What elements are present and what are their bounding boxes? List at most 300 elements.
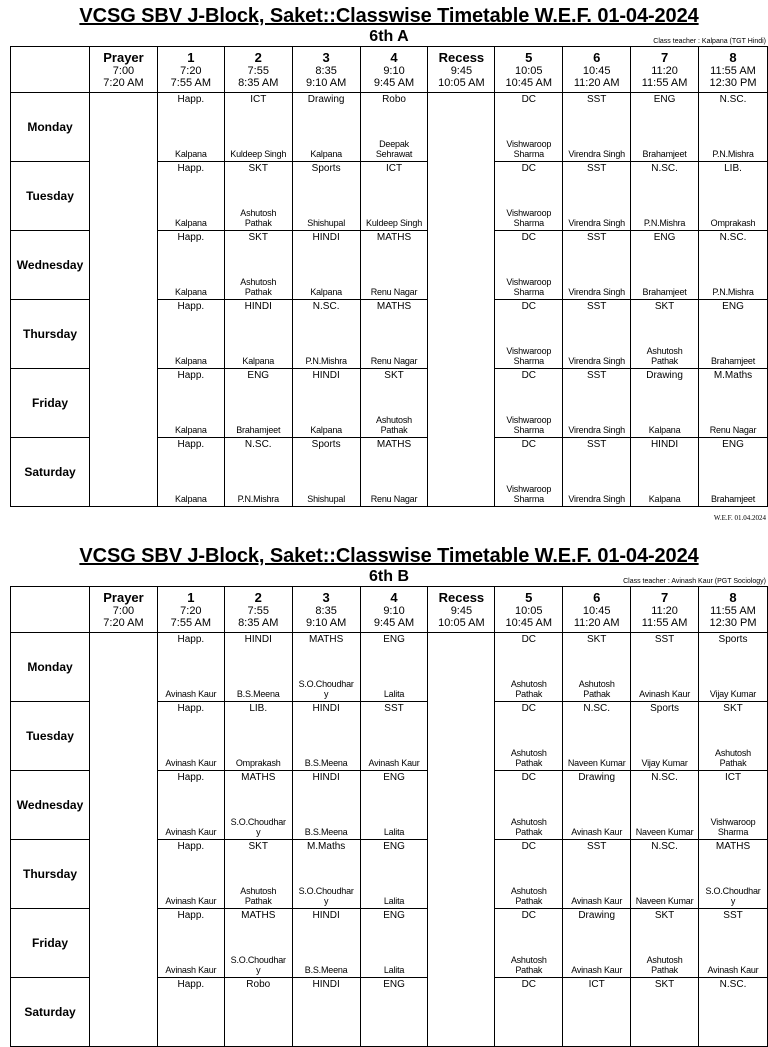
teacher: Vijay Kumar xyxy=(641,758,688,768)
cell-content xyxy=(158,162,224,230)
cell-content xyxy=(361,840,428,908)
teacher: Ashutosh Pathak xyxy=(646,955,683,975)
teacher: S.O.Choudhar y xyxy=(230,817,286,837)
cell-content xyxy=(293,300,360,368)
period-label: 8 xyxy=(729,49,737,65)
subject: Sports xyxy=(311,439,341,450)
period-end: 11:55 AM xyxy=(641,616,688,629)
teacher: Lalita xyxy=(383,689,405,699)
period-start: 7:20 xyxy=(180,64,202,77)
cell-content xyxy=(699,369,767,437)
period-header xyxy=(495,587,563,633)
period-start: 11:55 AM xyxy=(710,604,756,617)
subject: HINDI xyxy=(312,370,340,381)
period-cell xyxy=(157,438,224,507)
period-header xyxy=(563,587,631,633)
teacher: Kalpana xyxy=(242,356,275,366)
cell-content xyxy=(293,978,360,1046)
day-name: Tuesday xyxy=(11,702,90,771)
period-header xyxy=(90,47,158,93)
day-name: Monday xyxy=(11,633,90,702)
cell-content xyxy=(699,300,767,368)
period-start: 7:20 xyxy=(180,604,202,617)
period-cell xyxy=(563,231,631,300)
period-cell xyxy=(224,369,292,438)
period-cell xyxy=(292,93,360,162)
cell-content xyxy=(158,438,224,506)
teacher: Renu Nagar xyxy=(370,356,418,366)
period-cell xyxy=(699,909,768,978)
teacher: Virendra Singh xyxy=(568,287,625,297)
teacher: Shishupal xyxy=(307,218,345,228)
subject: ICT xyxy=(385,163,403,174)
cell-content xyxy=(631,771,698,839)
teacher: Ashutosh Pathak xyxy=(376,415,412,435)
subject: Happ. xyxy=(177,772,205,783)
period-cell xyxy=(495,978,563,1047)
cell-content xyxy=(563,369,630,437)
cell-content xyxy=(563,909,630,977)
teacher: Kalpana xyxy=(175,287,207,297)
period-end: 10:45 AM xyxy=(505,616,553,629)
subject: SKT xyxy=(248,841,268,852)
cell-content xyxy=(699,840,767,908)
subject: SST xyxy=(586,841,607,852)
period-start: 10:05 xyxy=(515,64,543,77)
period-header xyxy=(631,47,699,93)
teacher: Ashutosh Pathak xyxy=(240,277,277,297)
teacher: Lalita xyxy=(383,827,405,837)
period-cell xyxy=(157,909,224,978)
teacher: Renu Nagar xyxy=(370,494,418,504)
period-cell xyxy=(292,702,360,771)
teacher: Lalita xyxy=(383,896,405,906)
period-cell xyxy=(495,231,563,300)
cell-content xyxy=(225,231,292,299)
cell-content xyxy=(293,438,360,506)
cell-content xyxy=(563,300,630,368)
period-cell xyxy=(563,438,631,507)
subject: N.SC. xyxy=(719,232,747,243)
teacher: P.N.Mishra xyxy=(712,287,754,297)
day-name: Wednesday xyxy=(11,231,90,300)
period-cell xyxy=(360,231,428,300)
subject: MATHS xyxy=(376,439,412,450)
cell-content xyxy=(293,840,360,908)
teacher: Vijay Kumar xyxy=(709,689,757,699)
teacher: P.N.Mishra xyxy=(305,356,347,366)
cell-content xyxy=(225,93,292,161)
period-cell xyxy=(224,438,292,507)
subject: SST xyxy=(586,232,607,243)
page-title: VCSG SBV J-Block, Saket::Classwise Timetable W.E.F. 01-04-2024 xyxy=(79,545,699,567)
period-header xyxy=(224,587,292,633)
period-cell xyxy=(495,771,563,840)
period-header xyxy=(699,47,768,93)
subject: N.SC. xyxy=(651,841,678,852)
subject: ENG xyxy=(653,94,676,105)
subject: HINDI xyxy=(312,772,340,783)
cell-content xyxy=(361,909,428,977)
teacher: Virendra Singh xyxy=(568,425,625,435)
period-cell xyxy=(360,840,428,909)
teacher: Vishwaroop Sharma xyxy=(506,346,552,366)
period-cell xyxy=(292,633,360,702)
subject: MATHS xyxy=(241,910,276,921)
subject: SKT xyxy=(654,301,675,312)
period-cell xyxy=(699,438,768,507)
class-teacher: Class teacher : Kalpana (TGT Hindi) xyxy=(653,38,766,45)
period-start: 7:00 xyxy=(112,64,135,77)
subject: DC xyxy=(521,841,537,852)
period-cell xyxy=(631,909,699,978)
subject: SKT xyxy=(586,634,607,645)
cell-content xyxy=(631,300,698,368)
teacher: Renu Nagar xyxy=(709,425,757,435)
class-teacher: Class teacher : Avinash Kaur (PGT Sociology) xyxy=(623,578,766,585)
period-label: 5 xyxy=(525,49,533,65)
period-cell xyxy=(631,231,699,300)
period-cell xyxy=(495,840,563,909)
teacher: Omprakash xyxy=(710,218,756,228)
period-start: 7:00 xyxy=(112,604,135,617)
subject: Happ. xyxy=(177,232,205,243)
period-cell xyxy=(699,840,768,909)
period-header xyxy=(495,47,563,93)
cell-content xyxy=(495,771,562,839)
period-cell xyxy=(563,300,631,369)
cell-content xyxy=(158,93,224,161)
cell-content xyxy=(699,438,767,506)
subject: N.SC. xyxy=(719,94,747,105)
period-cell xyxy=(699,633,768,702)
period-label: 1 xyxy=(187,49,195,65)
cell-content xyxy=(495,93,562,161)
teacher: Avinash Kaur xyxy=(368,758,420,768)
period-end: 7:20 AM xyxy=(103,76,144,89)
period-cell xyxy=(631,702,699,771)
subject: DC xyxy=(521,979,537,990)
prayer-column xyxy=(90,93,158,507)
cell-content xyxy=(225,369,292,437)
subject: SST xyxy=(384,703,404,714)
period-cell xyxy=(292,840,360,909)
period-label: 3 xyxy=(322,49,330,65)
cell-content xyxy=(699,771,767,839)
teacher: Vishwaroop Sharma xyxy=(710,817,756,837)
teacher: B.S.Meena xyxy=(236,689,280,699)
period-end: 8:35 AM xyxy=(238,616,279,629)
cell-content xyxy=(495,231,562,299)
subject: SST xyxy=(586,439,607,450)
period-header xyxy=(157,47,224,93)
teacher: Avinash Kaur xyxy=(571,896,623,906)
subject: N.SC. xyxy=(651,772,678,783)
prayer-column xyxy=(90,633,158,1047)
teacher: Ashutosh Pathak xyxy=(510,748,547,768)
subject: Robo xyxy=(246,979,271,990)
day-name: Thursday xyxy=(11,840,90,909)
subject: M.Maths xyxy=(713,370,753,381)
cell-content xyxy=(361,93,428,161)
subject: LIB. xyxy=(724,163,742,174)
cell-content xyxy=(361,300,428,368)
teacher: Naveen Kumar xyxy=(635,827,694,837)
period-cell xyxy=(292,438,360,507)
period-end: 12:30 PM xyxy=(709,616,757,629)
subject: N.SC. xyxy=(312,301,340,312)
subject: Drawing xyxy=(578,910,616,921)
cell-content xyxy=(361,438,428,506)
cell-content xyxy=(225,438,292,506)
period-header xyxy=(360,587,428,633)
period-cell xyxy=(495,909,563,978)
period-label: Prayer xyxy=(103,589,144,605)
subject: HINDI xyxy=(312,232,340,243)
subject: SKT xyxy=(248,232,268,243)
period-cell xyxy=(292,369,360,438)
period-cell xyxy=(563,978,631,1047)
period-cell xyxy=(157,702,224,771)
cell-content xyxy=(563,93,630,161)
teacher: P.N.Mishra xyxy=(237,494,279,504)
period-cell xyxy=(292,162,360,231)
subject: HINDI xyxy=(244,634,272,645)
period-label: 2 xyxy=(254,589,262,605)
teacher: Vishwaroop Sharma xyxy=(506,139,552,159)
period-cell xyxy=(699,978,768,1047)
period-end: 9:10 AM xyxy=(305,76,347,89)
cell-content xyxy=(361,369,428,437)
period-cell xyxy=(157,633,224,702)
period-header xyxy=(631,587,699,633)
teacher: Ashutosh Pathak xyxy=(510,955,547,975)
cell-content xyxy=(563,771,630,839)
subject: ENG xyxy=(383,979,405,990)
cell-content xyxy=(293,162,360,230)
day-name: Saturday xyxy=(11,978,90,1047)
teacher: Kalpana xyxy=(175,425,207,435)
subject: Sports xyxy=(650,703,680,714)
period-label: 3 xyxy=(322,589,330,605)
period-cell xyxy=(631,633,699,702)
period-cell xyxy=(631,840,699,909)
day-row xyxy=(11,93,768,162)
period-cell xyxy=(631,300,699,369)
period-label: Prayer xyxy=(103,49,144,65)
subject: Happ. xyxy=(177,301,205,312)
teacher: Brahamjeet xyxy=(236,425,281,435)
cell-content xyxy=(158,702,224,770)
period-start: 9:45 xyxy=(450,604,473,617)
cell-content xyxy=(563,633,630,701)
teacher: Ashutosh Pathak xyxy=(240,208,277,228)
timetable-grid xyxy=(10,46,768,507)
period-cell xyxy=(224,300,292,369)
subject: DC xyxy=(521,634,537,645)
subject: ENG xyxy=(383,634,405,645)
teacher: B.S.Meena xyxy=(304,965,348,975)
wef-note: W.E.F. 01.04.2024 xyxy=(713,514,766,522)
cell-content xyxy=(225,771,292,839)
teacher: Kuldeep Singh xyxy=(230,149,287,159)
subject: Drawing xyxy=(578,772,616,783)
period-end: 10:05 AM xyxy=(438,76,485,89)
subject: ICT xyxy=(250,94,267,105)
period-cell xyxy=(495,369,563,438)
period-cell xyxy=(563,369,631,438)
period-cell xyxy=(224,231,292,300)
period-cell xyxy=(699,162,768,231)
teacher: Virendra Singh xyxy=(568,218,625,228)
period-start: 8:35 xyxy=(315,604,337,617)
class-row xyxy=(10,568,768,586)
subject: DC xyxy=(521,232,537,243)
subject: Happ. xyxy=(177,370,205,381)
cell-content xyxy=(225,702,292,770)
teacher: Avinash Kaur xyxy=(165,827,217,837)
period-end: 11:20 AM xyxy=(573,616,620,629)
period-cell xyxy=(157,162,224,231)
subject: DC xyxy=(521,370,537,381)
period-cell xyxy=(224,771,292,840)
subject: SKT xyxy=(384,370,404,381)
period-header xyxy=(292,587,360,633)
period-start: 11:20 xyxy=(651,64,678,77)
subject: ENG xyxy=(383,841,405,852)
period-cell xyxy=(360,909,428,978)
page-title: VCSG SBV J-Block, Saket::Classwise Timetable W.E.F. 01-04-2024 xyxy=(79,5,699,27)
day-name: Wednesday xyxy=(11,771,90,840)
period-cell xyxy=(224,909,292,978)
subject: N.SC. xyxy=(583,703,611,714)
cell-content xyxy=(225,909,292,977)
subject: ENG xyxy=(247,370,270,381)
cell-content xyxy=(699,231,767,299)
header-row xyxy=(11,587,768,633)
cell-content xyxy=(699,702,767,770)
subject: DC xyxy=(521,94,537,105)
period-cell xyxy=(495,633,563,702)
subject: HINDI xyxy=(312,979,340,990)
teacher: Avinash Kaur xyxy=(165,896,217,906)
cell-content xyxy=(293,633,360,701)
cell-content xyxy=(361,162,428,230)
recess-column xyxy=(428,93,495,507)
period-cell xyxy=(563,840,631,909)
teacher: B.S.Meena xyxy=(304,827,348,837)
period-label: 4 xyxy=(390,49,398,65)
cell-content xyxy=(563,231,630,299)
teacher: Ashutosh Pathak xyxy=(510,817,547,837)
period-cell xyxy=(631,369,699,438)
cell-content xyxy=(158,369,224,437)
teacher: P.N.Mishra xyxy=(643,218,686,228)
subject: N.SC. xyxy=(719,979,747,990)
period-label: 7 xyxy=(660,589,669,605)
period-cell xyxy=(495,93,563,162)
period-end: 7:55 AM xyxy=(170,616,212,629)
teacher: Omprakash xyxy=(235,758,281,768)
corner-cell xyxy=(11,47,90,93)
subject: Drawing xyxy=(646,370,683,381)
period-cell xyxy=(292,978,360,1047)
subject: MATHS xyxy=(376,232,412,243)
cell-content xyxy=(158,909,224,977)
subject: ENG xyxy=(383,910,405,921)
subject: N.SC. xyxy=(651,163,678,174)
teacher: S.O.Choudhar y xyxy=(230,955,286,975)
period-cell xyxy=(631,978,699,1047)
period-label: 8 xyxy=(729,589,737,605)
cell-content xyxy=(699,93,767,161)
period-cell xyxy=(631,438,699,507)
teacher: Virendra Singh xyxy=(568,356,625,366)
teacher: Shishupal xyxy=(307,494,345,504)
cell-content xyxy=(293,771,360,839)
cell-content xyxy=(699,162,767,230)
teacher: Naveen Kumar xyxy=(567,758,626,768)
cell-content xyxy=(495,438,562,506)
subject: ICT xyxy=(588,979,605,990)
subject: Happ. xyxy=(177,94,205,105)
cell-content xyxy=(293,231,360,299)
teacher: Ashutosh Pathak xyxy=(578,679,615,699)
subject: DC xyxy=(521,703,537,714)
teacher: Kalpana xyxy=(648,494,681,504)
period-cell xyxy=(699,231,768,300)
period-cell xyxy=(495,162,563,231)
cell-content xyxy=(225,633,292,701)
cell-content xyxy=(158,978,224,1046)
subject: N.SC. xyxy=(244,439,272,450)
period-end: 10:05 AM xyxy=(438,616,485,629)
subject: ENG xyxy=(653,232,676,243)
period-end: 10:45 AM xyxy=(505,76,553,89)
subject: DC xyxy=(521,439,537,450)
period-cell xyxy=(224,840,292,909)
cell-content xyxy=(631,633,698,701)
teacher: Brahamjeet xyxy=(710,356,756,366)
subject: HINDI xyxy=(312,703,340,714)
period-cell xyxy=(224,162,292,231)
period-cell xyxy=(360,702,428,771)
class-row xyxy=(10,28,768,46)
cell-content xyxy=(631,93,698,161)
day-name: Tuesday xyxy=(11,162,90,231)
period-cell xyxy=(563,162,631,231)
cell-content xyxy=(563,840,630,908)
cell-content xyxy=(563,162,630,230)
teacher: Avinash Kaur xyxy=(571,827,623,837)
teacher: Avinash Kaur xyxy=(165,965,217,975)
teacher: Avinash Kaur xyxy=(165,689,217,699)
period-label: 5 xyxy=(525,589,533,605)
subject: SST xyxy=(586,370,607,381)
cell-content xyxy=(495,840,562,908)
teacher: Ashutosh Pathak xyxy=(715,748,751,768)
teacher: B.S.Meena xyxy=(304,758,348,768)
timetable-grid xyxy=(10,586,768,1047)
period-header xyxy=(292,47,360,93)
day-row xyxy=(11,633,768,702)
subject: DC xyxy=(521,910,537,921)
subject: HINDI xyxy=(244,301,272,312)
subject: Happ. xyxy=(177,439,205,450)
period-cell xyxy=(157,369,224,438)
teacher: Vishwaroop Sharma xyxy=(506,277,552,297)
teacher: Vishwaroop Sharma xyxy=(506,415,552,435)
